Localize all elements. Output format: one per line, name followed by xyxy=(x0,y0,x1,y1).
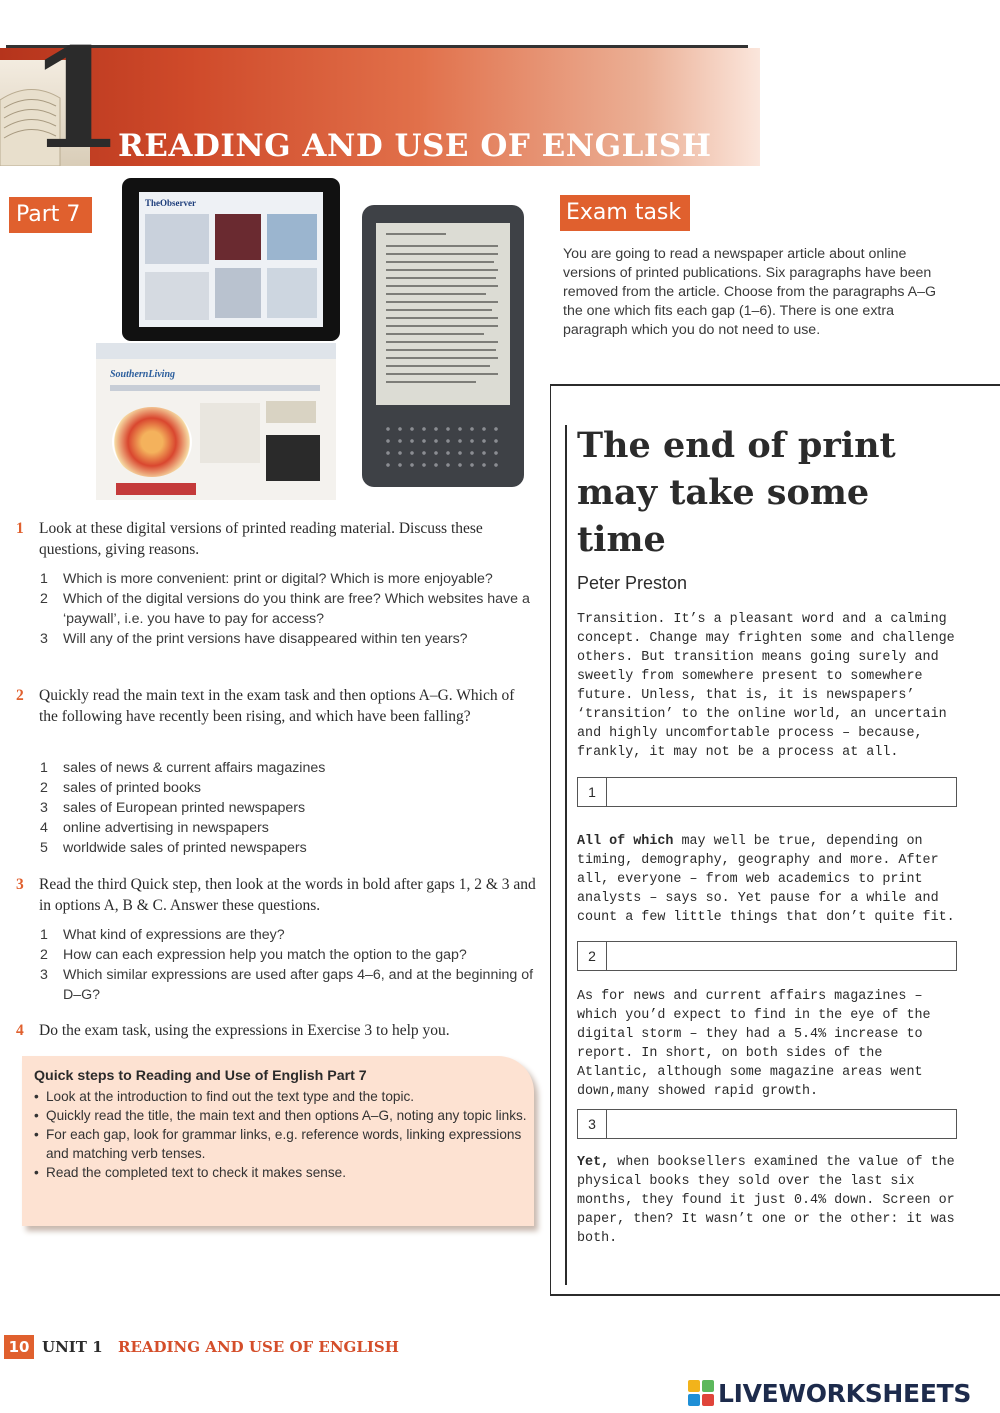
gap-number: 1 xyxy=(578,778,607,806)
liveworksheets-watermark xyxy=(688,1378,971,1408)
gap-2-answer-box[interactable] xyxy=(577,941,957,971)
list-item: 3 Will any of the print versions have disappeared within ten years? xyxy=(40,631,468,647)
list-item: • Quickly read the title, the main text and then options A–G, noting any topic links. xyxy=(34,1106,534,1125)
gap-number: 2 xyxy=(578,942,607,970)
liveworksheets-logo-icon xyxy=(688,1380,714,1406)
article-paragraph-2: All of which may well be true, depending on timing, demography, geography and more. After all, everyone – from web academics to print analysts – says so. Yet pause for a while and count a few little things that don’t quite fit. xyxy=(577,834,955,925)
article-author: Peter Preston xyxy=(577,573,688,593)
gap-1-answer-box[interactable] xyxy=(577,777,957,807)
quick-steps-title: Quick steps to Reading and Use of English Part 7 xyxy=(34,1068,367,1084)
list-item: 2 Which of the digital versions do you think are free? Which websites have a ‘paywall’, i.e. you have to pay for access? xyxy=(40,591,530,627)
section-title: READING AND USE OF ENGLISH xyxy=(118,128,712,164)
list-item: 5 worldwide sales of printed newspapers xyxy=(40,840,307,856)
list-item: • Look at the introduction to find out the text type and the topic. xyxy=(34,1087,534,1106)
bold-linking-phrase: Yet, xyxy=(577,1155,610,1170)
watermark-text: LIVEWORKSHEETS xyxy=(718,1378,972,1408)
website-logo: SouthernLiving xyxy=(110,369,176,380)
list-item: • Read the completed text to check it makes sense. xyxy=(34,1163,534,1182)
exercise-number: 4 xyxy=(16,1022,24,1039)
page-number: 10 xyxy=(4,1335,34,1359)
website-image xyxy=(96,343,336,500)
unit-number: 1 xyxy=(28,17,125,180)
exercise-prompt: Do the exam task, using the expressions in Exercise 3 to help you. xyxy=(39,1022,450,1039)
footer-unit-label: UNIT 1 xyxy=(42,1338,103,1356)
exercise-number: 1 xyxy=(16,520,24,537)
exercise-3-questions xyxy=(40,925,540,1005)
exercise-2 xyxy=(16,685,536,727)
footer-section-label: READING AND USE OF ENGLISH xyxy=(118,1338,399,1356)
gap-3-answer-box[interactable] xyxy=(577,1109,957,1139)
exercise-number: 3 xyxy=(16,876,24,893)
exercise-prompt: Read the third Quick step, then look at the words in bold after gaps 1, 2 & 3 and in options A, B & C. Answer these questions. xyxy=(39,876,536,914)
article-paragraph-4: Yet, when booksellers examined the value of the physical books they sold over the last six months, they found it just 0.4% down. Screen or paper, then? It wasn’t one or the other: it was both. xyxy=(577,1155,955,1246)
list-item: 3 sales of European printed newspapers xyxy=(40,800,306,816)
exercise-1-questions xyxy=(40,569,540,649)
exercise-1 xyxy=(16,518,536,560)
list-item: 2 sales of printed books xyxy=(40,780,202,796)
exercise-2-items xyxy=(40,758,540,858)
quick-steps-box xyxy=(22,1056,534,1226)
bold-linking-phrase: All of which xyxy=(577,834,674,849)
exam-instructions: You are going to read a newspaper article about online versions of printed publications. Six paragraphs have been removed from the article. Choose from the paragraphs A–G the one which fits each gap (1–6). There is one extra paragraph which you do not need to use. xyxy=(563,246,936,338)
exercise-4 xyxy=(16,1020,536,1041)
list-item: 2 How can each expression help you match the option to the gap? xyxy=(40,947,467,963)
exercise-3 xyxy=(16,874,536,916)
gap-number: 3 xyxy=(578,1110,607,1138)
tablet-masthead: TheObserver xyxy=(145,198,196,208)
part-badge: Part 7 xyxy=(9,197,92,233)
article-paragraph-1: Transition. It’s a pleasant word and a calming concept. Change may frighten some and challenge others. But transition means going surely and sweetly from somewhere present to somewhere future. Unless, that is, it is newspapers’ ‘transition’ to the online world, an uncertain and highly uncomfortable process – because, frankly, it may not be a process at all. xyxy=(577,612,955,760)
tablet-image xyxy=(122,178,340,341)
list-item: • For each gap, look for grammar links, e.g. reference words, linking expressions and matching verb tenses. xyxy=(34,1125,534,1163)
list-item: 3 Which similar expressions are used after gaps 4–6, and at the beginning of D–G? xyxy=(40,967,534,1003)
list-item: 1 What kind of expressions are they? xyxy=(40,927,285,943)
article-rule xyxy=(565,425,567,1285)
list-item: 4 online advertising in newspapers xyxy=(40,820,269,836)
article-paragraph-3: As for news and current affairs magazines – which you’d expect to find in the eye of the digital storm – they had a 5.4% increase to report. In short, on both sides of the Atlantic, although some magazine areas went down,many showed rapid growth. xyxy=(577,989,931,1099)
ereader-image xyxy=(362,205,524,487)
list-item: 1 sales of news & current affairs magazines xyxy=(40,760,326,776)
exercise-prompt: Look at these digital versions of printed reading material. Discuss these questions, giving reasons. xyxy=(39,520,483,558)
exercise-number: 2 xyxy=(16,687,24,704)
article-title: The end of print may take some time xyxy=(577,425,896,560)
exercise-prompt: Quickly read the main text in the exam task and then options A–G. Which of the following have recently been rising, and which have been falling? xyxy=(39,687,515,725)
list-item: 1 Which is more convenient: print or digital? Which is more enjoyable? xyxy=(40,571,493,587)
exam-task-badge: Exam task xyxy=(560,195,690,231)
